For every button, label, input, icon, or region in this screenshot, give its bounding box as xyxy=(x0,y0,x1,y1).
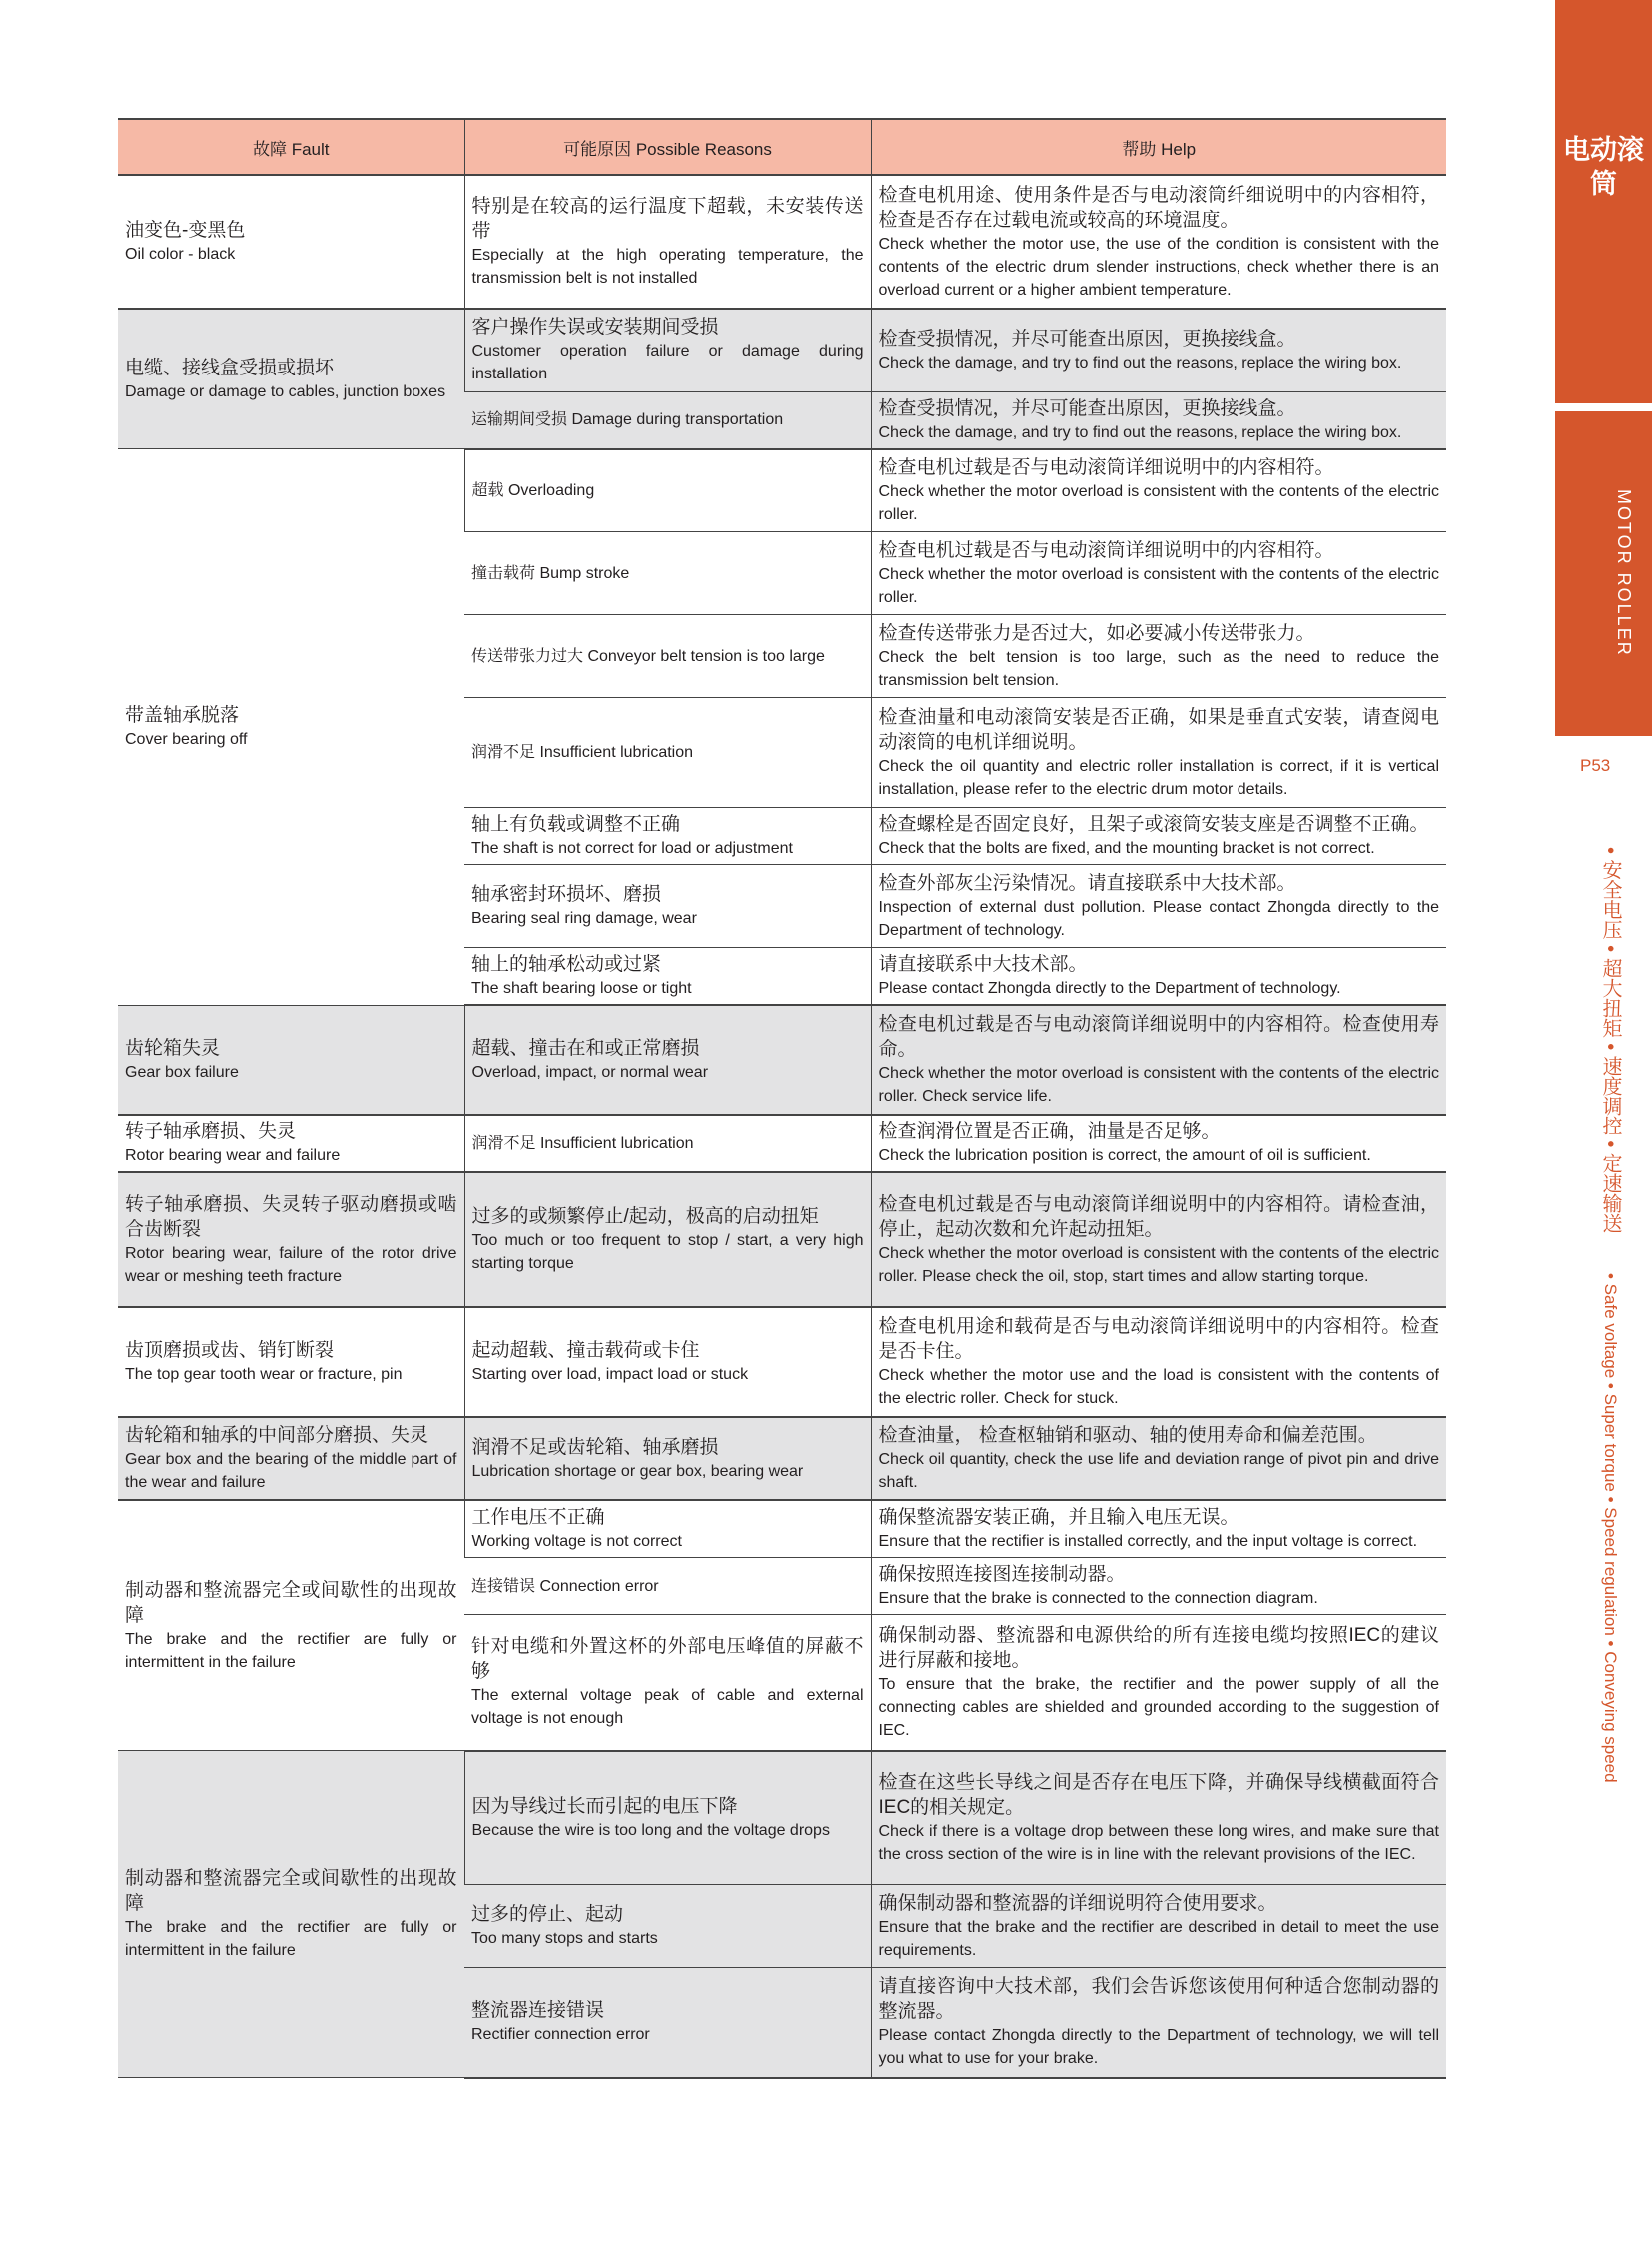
fault-cell xyxy=(118,309,464,449)
reason-text: 润滑不足 Insufficient lubrication xyxy=(471,1134,694,1152)
help-en: Inspection of external dust pollution. Please contact Zhongda directly to the Department of technology. xyxy=(878,898,1439,939)
fault-en: Oil color - black xyxy=(125,246,236,263)
reason-cell xyxy=(464,1500,871,1558)
reason-en: Because the wire is too long and the voltage drops xyxy=(471,1822,830,1840)
fault-en: Damage or damage to cables, junction boxes xyxy=(125,382,446,400)
reason-cell xyxy=(464,391,871,449)
table-row xyxy=(118,1500,1446,1558)
help-en: Ensure that the brake is connected to the connection diagram. xyxy=(878,1590,1318,1607)
help-en: Check if there is a voltage drop between these long wires, and make sure that the cross section of the wire is in line with the relevant provisions of the IEC. xyxy=(878,1823,1439,1864)
reason-zh: 整流器连接错误 xyxy=(471,2000,605,2022)
reason-zh: 超载、撞击在和或正常磨损 xyxy=(471,1038,700,1059)
reason-zh: 过多的或频繁停止/起动，极高的启动扭矩 xyxy=(471,1206,819,1227)
reason-text: 运输期间受损 Damage during transportation xyxy=(471,411,784,428)
reason-zh: 轴承密封环损坏、磨损 xyxy=(471,884,662,905)
help-cell xyxy=(871,615,1446,698)
help-zh: 检查电机用途和载荷是否与电动滚筒详细说明中的内容相符。检查是否卡住。 xyxy=(878,1316,1439,1362)
table-row xyxy=(118,309,1446,391)
reason-cell xyxy=(464,1615,871,1751)
table-row xyxy=(118,175,1446,309)
help-cell xyxy=(871,309,1446,391)
reason-cell xyxy=(464,948,871,1006)
reason-cell xyxy=(464,449,871,532)
reason-zh: 轴上的轴承松动或过紧 xyxy=(471,954,662,975)
reason-zh: 过多的停止、起动 xyxy=(471,1904,624,1925)
help-en: Check whether the motor use, the use of the condition is consistent with the contents of the electric drum slender instructions, check whether there is an overload current or a higher ambient temperature. xyxy=(878,235,1439,299)
help-en: Check the oil quantity and electric roller installation is correct, if it is vertical installation, please refer to the electric drum motor details. xyxy=(878,757,1439,798)
help-zh: 确保整流器安装正确，并且输入电压无误。 xyxy=(878,1507,1239,1528)
help-en: Check the belt tension is too large, such as the need to reduce the transmission belt tension. xyxy=(878,648,1439,689)
reason-zh: 润滑不足或齿轮箱、轴承磨损 xyxy=(471,1436,719,1458)
table-row xyxy=(118,1307,1446,1417)
fault-cell xyxy=(118,1751,464,2078)
feature-list-zh: • 安全电压 • 超大扭矩 • 速度调控 • 定速输送 xyxy=(1599,847,1621,1233)
reason-cell xyxy=(464,1417,871,1500)
reason-cell xyxy=(464,1115,871,1172)
help-en: Ensure that the rectifier is installed correctly, and the input voltage is correct. xyxy=(878,1533,1418,1550)
reason-en: Lubrication shortage or gear box, bearing wear xyxy=(471,1462,804,1480)
fault-en: The brake and the rectifier are fully or intermittent in the failure xyxy=(125,1630,457,1671)
table-row xyxy=(118,1751,1446,1885)
fault-cell xyxy=(118,1005,464,1115)
help-cell xyxy=(871,1558,1446,1615)
fault-cell xyxy=(118,1500,464,1751)
help-zh: 检查传送带张力是否过大，如必要减小传送带张力。 xyxy=(878,622,1315,644)
help-cell xyxy=(871,1968,1446,2078)
fault-en: Gear box failure xyxy=(125,1063,239,1081)
reason-text: 传送带张力过大 Conveyor belt tension is too large xyxy=(471,647,825,665)
help-zh: 检查油量， 检查枢轴销和驱动、轴的使用寿命和偏差范围。 xyxy=(878,1425,1377,1446)
reason-cell xyxy=(464,1558,871,1615)
fault-en: Gear box and the bearing of the middle part of the wear and failure xyxy=(125,1451,457,1491)
reason-en: Working voltage is not correct xyxy=(471,1533,682,1550)
fault-zh: 制动器和整流器完全或间歇性的出现故障 xyxy=(125,1868,457,1914)
table-row xyxy=(118,1005,1446,1115)
sidebar-title: 电动滚筒 xyxy=(1563,135,1644,199)
help-zh: 检查外部灰尘污染情况。请直接联系中大技术部。 xyxy=(878,872,1296,894)
help-zh: 检查受损情况，并尽可能查出原因，更换接线盒。 xyxy=(878,397,1296,419)
fault-zh: 齿顶磨损或齿、销钉断裂 xyxy=(125,1340,335,1361)
reason-en: Starting over load, impact load or stuck xyxy=(471,1366,749,1383)
fault-cell xyxy=(118,1115,464,1172)
reason-en: Customer operation failure or damage during installation xyxy=(471,343,864,383)
help-en: Check whether the motor use and the load is consistent with the contents of the electric roller. Check for stuck. xyxy=(878,1367,1439,1407)
help-zh: 确保制动器、整流器和电源供给的所有连接电缆均按照IEC的建议进行屏蔽和接地。 xyxy=(878,1624,1439,1671)
help-cell xyxy=(871,948,1446,1006)
help-en: Ensure that the brake and the rectifier are described in detail to meet the use requirements. xyxy=(878,1918,1439,1959)
help-en: Check oil quantity, check the use life and deviation range of pivot pin and drive shaft. xyxy=(878,1451,1439,1491)
reason-zh: 特别是在较高的运行温度下超载，未安装传送带 xyxy=(471,196,864,242)
help-zh: 检查受损情况，并尽可能查出原因，更换接线盒。 xyxy=(878,328,1296,350)
fault-zh: 转子轴承磨损、失灵 xyxy=(125,1121,297,1142)
reason-text: 润滑不足 Insufficient lubrication xyxy=(471,744,694,761)
table-row xyxy=(118,1172,1446,1307)
reason-zh: 针对电缆和外置这杯的外部电压峰值的屏蔽不够 xyxy=(471,1636,864,1683)
reason-cell xyxy=(464,1968,871,2078)
fault-cell xyxy=(118,449,464,1006)
table-header-row xyxy=(118,119,1446,175)
reason-zh: 工作电压不正确 xyxy=(471,1507,605,1528)
help-en: Please contact Zhongda directly to the Department of technology, we will tell you what to use for your brake. xyxy=(878,2027,1439,2068)
help-en: Check whether the motor overload is consistent with the contents of the electric roller. Check service life. xyxy=(878,1065,1439,1105)
fault-cell xyxy=(118,1417,464,1500)
reason-en: The shaft bearing loose or tight xyxy=(471,980,692,997)
help-zh: 请直接联系中大技术部。 xyxy=(878,954,1088,975)
table-row xyxy=(118,449,1446,532)
feature-list-en: • Safe voltage • Super torque • Speed regulation • Conveying speed xyxy=(1601,1273,1620,1783)
sidebar-english-title: MOTOR ROLLER xyxy=(1614,489,1634,657)
help-zh: 确保按照连接图连接制动器。 xyxy=(878,1564,1126,1585)
help-cell xyxy=(871,865,1446,948)
reason-en: Bearing seal ring damage, wear xyxy=(471,910,697,927)
reason-zh: 轴上有负载或调整不正确 xyxy=(471,814,681,835)
help-cell xyxy=(871,698,1446,808)
help-zh: 确保制动器和整流器的详细说明符合使用要求。 xyxy=(878,1892,1277,1914)
reason-en: Overload, impact, or normal wear xyxy=(471,1064,709,1081)
reason-zh: 因为导线过长而引起的电压下降 xyxy=(471,1796,738,1818)
reason-cell xyxy=(464,175,871,309)
fault-zh: 带盖轴承脱落 xyxy=(125,704,240,726)
fault-en: Rotor bearing wear, failure of the rotor drive wear or meshing teeth fracture xyxy=(125,1244,457,1285)
help-zh: 检查油量和电动滚筒安装是否正确，如果是垂直式安装，请查阅电动滚筒的电机详细说明。 xyxy=(878,706,1439,753)
reason-zh: 客户操作失误或安装期间受损 xyxy=(471,317,719,339)
reason-text: 撞击载荷 Bump stroke xyxy=(471,564,630,582)
help-cell xyxy=(871,449,1446,532)
reason-cell xyxy=(464,615,871,698)
reason-en: The shaft is not correct for load or adjustment xyxy=(471,840,793,857)
help-zh: 检查在这些长导线之间是否存在电压下降，并确保导线横截面符合IEC的相关规定。 xyxy=(878,1772,1439,1819)
help-cell xyxy=(871,1751,1446,1885)
fault-zh: 制动器和整流器完全或间歇性的出现故障 xyxy=(125,1579,457,1626)
fault-zh: 转子轴承磨损、失灵转子驱动磨损或啮合齿断裂 xyxy=(125,1193,457,1240)
reason-text: 超载 Overloading xyxy=(471,481,595,499)
table-row xyxy=(118,1115,1446,1172)
header-help: 帮助 Help xyxy=(871,119,1446,175)
reason-cell xyxy=(464,698,871,808)
fault-en: The top gear tooth wear or fracture, pin xyxy=(125,1366,403,1383)
help-zh: 检查电机过载是否与电动滚筒详细说明中的内容相符。 xyxy=(878,539,1334,561)
help-en: Check the damage, and try to find out the reasons, replace the wiring box. xyxy=(878,354,1402,372)
fault-zh: 电缆、接线盒受损或损坏 xyxy=(125,357,335,378)
header-fault: 故障 Fault xyxy=(118,119,464,175)
help-en: Check whether the motor overload is consistent with the contents of the electric roller. xyxy=(878,565,1439,606)
reason-cell xyxy=(464,532,871,615)
help-zh: 检查电机过载是否与电动滚筒详细说明中的内容相符。请检查油，停止，起动次数和允许起动扭矩。 xyxy=(878,1193,1439,1240)
help-cell xyxy=(871,1005,1446,1115)
sidebar-title-tab xyxy=(1555,0,1652,403)
help-en: To ensure that the brake, the rectifier and the power supply of all the connecting cables are shielded and grounded according to the suggestion of IEC. xyxy=(878,1675,1439,1739)
fault-en: Rotor bearing wear and failure xyxy=(125,1147,341,1164)
help-en: Check the damage, and try to find out the reasons, replace the wiring box. xyxy=(878,423,1402,441)
help-zh: 检查电机过载是否与电动滚筒详细说明中的内容相符。 xyxy=(878,456,1334,478)
help-en: Please contact Zhongda directly to the Department of technology. xyxy=(878,980,1341,997)
reason-en: Too much or too frequent to stop / start, a very high starting torque xyxy=(471,1232,864,1272)
help-cell xyxy=(871,1500,1446,1558)
reason-en: The external voltage peak of cable and external voltage is not enough xyxy=(471,1687,864,1728)
reason-cell xyxy=(464,1005,871,1115)
help-cell xyxy=(871,1417,1446,1500)
help-en: Check whether the motor overload is consistent with the contents of the electric roller. Please check the oil, stop, start times and allow starting torque. xyxy=(878,1244,1439,1285)
reason-zh: 起动超载、撞击载荷或卡住 xyxy=(471,1340,700,1361)
reason-cell xyxy=(464,808,871,865)
fault-cell xyxy=(118,175,464,309)
reason-cell xyxy=(464,1172,871,1307)
help-en: Check that the bolts are fixed, and the mounting bracket is not correct. xyxy=(878,840,1375,857)
help-zh: 请直接咨询中大技术部，我们会告诉您该使用何种适合您制动器的整流器。 xyxy=(878,1976,1439,2023)
reason-cell xyxy=(464,865,871,948)
troubleshooting-table xyxy=(118,118,1446,2079)
help-cell xyxy=(871,1885,1446,1968)
reason-cell xyxy=(464,309,871,391)
help-cell xyxy=(871,1172,1446,1307)
help-cell xyxy=(871,175,1446,309)
help-zh: 检查螺栓是否固定良好，且架子或滚筒安装支座是否调整不正确。 xyxy=(878,814,1429,835)
reason-text: 连接错误 Connection error xyxy=(471,1577,659,1595)
fault-en: The brake and the rectifier are fully or intermittent in the failure xyxy=(125,1918,457,1959)
help-en: Check whether the motor overload is consistent with the contents of the electric roller. xyxy=(878,482,1439,523)
help-cell xyxy=(871,1307,1446,1417)
table-row xyxy=(118,1417,1446,1500)
help-cell xyxy=(871,1115,1446,1172)
reason-en: Too many stops and starts xyxy=(471,1930,658,1947)
help-cell xyxy=(871,808,1446,865)
help-zh: 检查润滑位置是否正确，油量是否足够。 xyxy=(878,1121,1221,1142)
reason-cell xyxy=(464,1885,871,1968)
help-cell xyxy=(871,391,1446,449)
fault-zh: 油变色-变黑色 xyxy=(125,220,246,241)
help-zh: 检查电机用途、使用条件是否与电动滚筒纤细说明中的内容相符，检查是否存在过载电流或较高的环境温度。 xyxy=(878,184,1439,231)
fault-zh: 齿轮箱和轴承的中间部分磨损、失灵 xyxy=(125,1425,429,1446)
fault-cell xyxy=(118,1307,464,1417)
page-number: P53 xyxy=(1580,756,1611,775)
help-en: Check the lubrication position is correct, the amount of oil is sufficient. xyxy=(878,1147,1371,1164)
header-reasons: 可能原因 Possible Reasons xyxy=(464,119,871,175)
reason-cell xyxy=(464,1307,871,1417)
fault-en: Cover bearing off xyxy=(125,730,248,748)
fault-zh: 齿轮箱失灵 xyxy=(125,1037,221,1059)
reason-cell xyxy=(464,1751,871,1885)
fault-cell xyxy=(118,1172,464,1307)
help-cell xyxy=(871,532,1446,615)
reason-en: Rectifier connection error xyxy=(471,2026,650,2044)
reason-en: Especially at the high operating temperature, the transmission belt is not installed xyxy=(471,247,864,287)
help-cell xyxy=(871,1615,1446,1751)
help-zh: 检查电机过载是否与电动滚筒详细说明中的内容相符。检查使用寿命。 xyxy=(878,1014,1439,1060)
